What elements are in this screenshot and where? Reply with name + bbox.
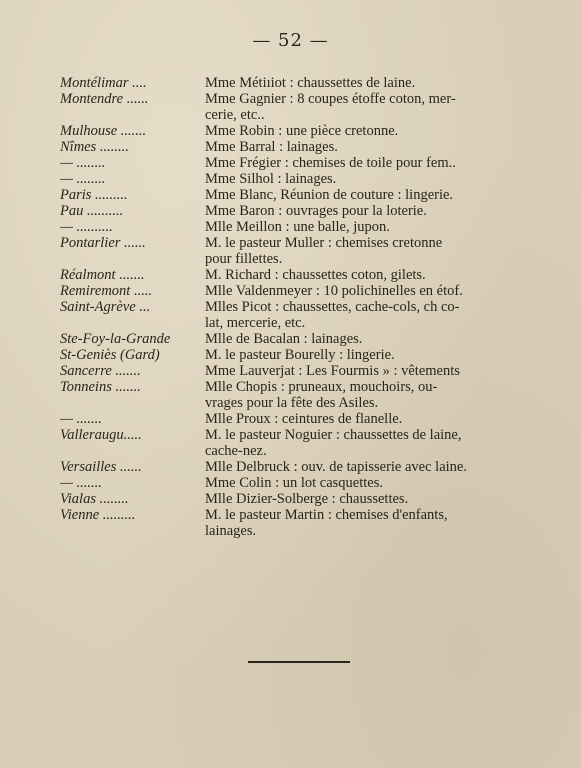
place-name: Vialas ........ bbox=[60, 491, 129, 507]
donation-text: Mme Barral : lainages. bbox=[205, 139, 338, 155]
place-name: — ....... bbox=[60, 475, 102, 491]
list-item bbox=[60, 267, 560, 283]
page-number: — 52 — bbox=[252, 30, 329, 51]
list-item bbox=[60, 507, 560, 539]
place-name: Remiremont ..... bbox=[60, 283, 153, 299]
place-name: — ........ bbox=[60, 155, 106, 171]
list-item bbox=[60, 491, 560, 507]
place-name: — .......... bbox=[60, 219, 113, 235]
list-item bbox=[60, 347, 560, 363]
list-item bbox=[60, 123, 560, 139]
donation-text: M. le pasteur Muller : chemises cretonne pour fillettes. bbox=[205, 235, 443, 267]
donation-text: M. Richard : chaussettes coton, gilets. bbox=[205, 267, 426, 283]
place-name: Valleraugu..... bbox=[60, 427, 142, 443]
list-item bbox=[60, 203, 560, 219]
place-name: Montendre ...... bbox=[60, 91, 149, 107]
list-item bbox=[60, 139, 560, 155]
donation-text: Mlle de Bacalan : lainages. bbox=[205, 331, 363, 347]
donation-text: Mme Gagnier : 8 coupes étoffe coton, mer- cerie, etc.. bbox=[205, 91, 456, 123]
donation-text: Mlle Delbruck : ouv. de tapisserie avec laine. bbox=[205, 459, 467, 475]
list-item bbox=[60, 91, 560, 123]
donation-text: Mme Blanc, Réunion de couture : lingerie. bbox=[205, 187, 454, 203]
donation-text: Mlle Valdenmeyer : 10 polichinelles en étof. bbox=[205, 283, 463, 299]
donor-list bbox=[60, 75, 560, 539]
donation-text: Mme Lauverjat : Les Fourmis » : vêtements bbox=[205, 363, 460, 379]
donation-text: Mlle Chopis : pruneaux, mouchoirs, ou- vrages pour la fête des Asiles. bbox=[205, 379, 438, 411]
list-item bbox=[60, 219, 560, 235]
place-name: — ........ bbox=[60, 171, 106, 187]
donation-text: Mlles Picot : chaussettes, cache-cols, ch co- lat, mercerie, etc. bbox=[205, 299, 460, 331]
list-item bbox=[60, 331, 560, 347]
donation-text: M. le pasteur Martin : chemises d'enfants, lainages. bbox=[205, 507, 448, 539]
donation-text: Mlle Dizier-Solberge : chaussettes. bbox=[205, 491, 409, 507]
place-name: St-Geniès (Gard) bbox=[60, 347, 160, 363]
donation-text: Mme Silhol : lainages. bbox=[205, 171, 337, 187]
place-name: Mulhouse ....... bbox=[60, 123, 147, 139]
donation-text: Mme Frégier : chemises de toile pour fem.. bbox=[205, 155, 456, 171]
list-item bbox=[60, 155, 560, 171]
place-name: Nîmes ........ bbox=[60, 139, 129, 155]
donation-text: Mme Métiıiot : chaussettes de laine. bbox=[205, 75, 416, 91]
list-item bbox=[60, 411, 560, 427]
donation-text: M. le pasteur Bourelly : lingerie. bbox=[205, 347, 395, 363]
place-name: Sancerre ....... bbox=[60, 363, 141, 379]
donation-text: M. le pasteur Noguier : chaussettes de laine, cache-nez. bbox=[205, 427, 462, 459]
list-item bbox=[60, 283, 560, 299]
list-item bbox=[60, 475, 560, 491]
place-name: Versailles ...... bbox=[60, 459, 142, 475]
list-item bbox=[60, 75, 560, 91]
list-item bbox=[60, 235, 560, 267]
list-item bbox=[60, 363, 560, 379]
list-item bbox=[60, 171, 560, 187]
place-name: — ....... bbox=[60, 411, 102, 427]
place-name: Tonneins ....... bbox=[60, 379, 141, 395]
place-name: Pau .......... bbox=[60, 203, 124, 219]
donation-text: Mme Colin : un lot casquettes. bbox=[205, 475, 384, 491]
donation-text: Mme Baron : ouvrages pour la loterie. bbox=[205, 203, 427, 219]
place-name: Pontarlier ...... bbox=[60, 235, 146, 251]
list-item bbox=[60, 299, 560, 331]
place-name: Saint-Agrève ... bbox=[60, 299, 151, 315]
donation-text: Mme Robin : une pièce cretonne. bbox=[205, 123, 399, 139]
place-name: Paris ......... bbox=[60, 187, 128, 203]
donation-text: Mlle Meillon : une balle, jupon. bbox=[205, 219, 390, 235]
list-item bbox=[60, 427, 560, 459]
donation-text: Mlle Proux : ceintures de flanelle. bbox=[205, 411, 403, 427]
footer-rule bbox=[248, 661, 350, 663]
place-name: Montélimar .... bbox=[60, 75, 147, 91]
place-name: Réalmont ....... bbox=[60, 267, 145, 283]
list-item bbox=[60, 459, 560, 475]
place-name: Ste-Foy-la-Grande bbox=[60, 331, 171, 347]
list-item bbox=[60, 379, 560, 411]
list-item bbox=[60, 187, 560, 203]
place-name: Vienne ......... bbox=[60, 507, 136, 523]
